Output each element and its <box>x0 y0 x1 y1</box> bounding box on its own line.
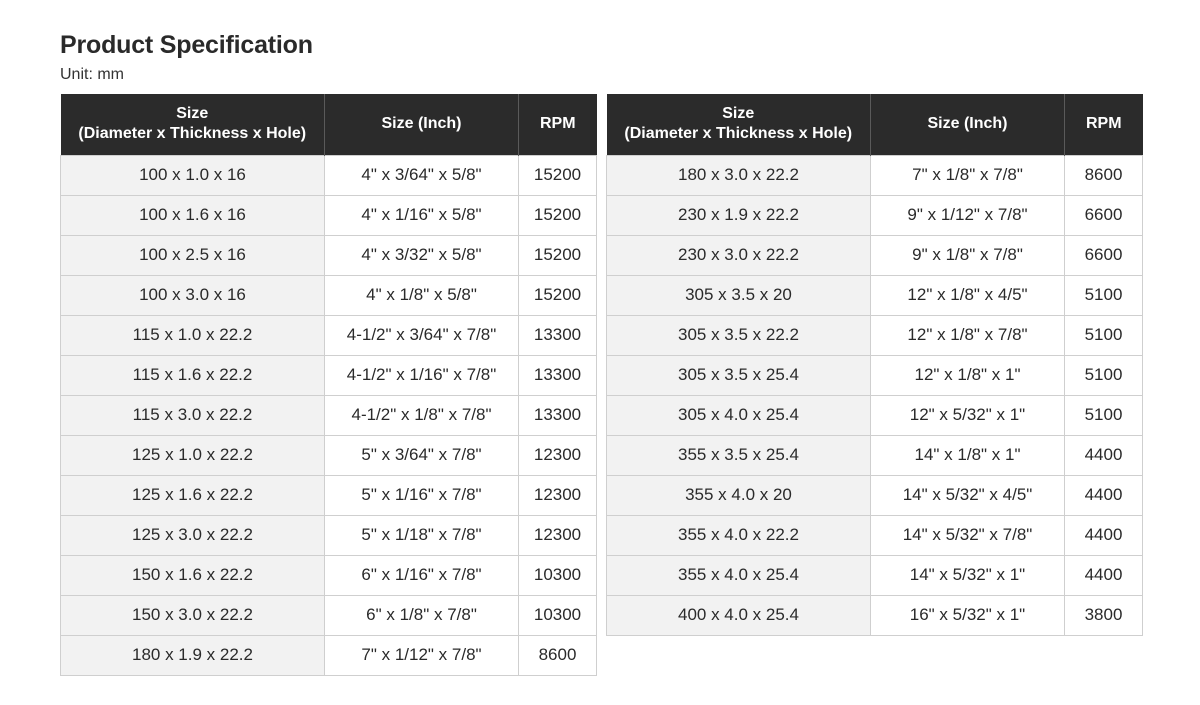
rpm-cell: 10300 <box>519 555 597 595</box>
table-row <box>61 275 597 315</box>
size-cell: 115 x 1.0 x 22.2 <box>61 315 325 355</box>
rpm-cell: 8600 <box>1065 155 1143 195</box>
inch-cell: 12" x 1/8" x 1" <box>871 355 1065 395</box>
inch-cell: 4" x 1/16" x 5/8" <box>325 195 519 235</box>
size-cell: 150 x 3.0 x 22.2 <box>61 595 325 635</box>
size-cell: 305 x 4.0 x 25.4 <box>607 395 871 435</box>
size-cell: 355 x 3.5 x 25.4 <box>607 435 871 475</box>
size-cell: 355 x 4.0 x 22.2 <box>607 515 871 555</box>
table-row <box>61 195 597 235</box>
inch-cell: 14" x 5/32" x 1" <box>871 555 1065 595</box>
table-row <box>607 355 1143 395</box>
table-row <box>61 315 597 355</box>
size-cell: 355 x 4.0 x 25.4 <box>607 555 871 595</box>
page-title: Product Specification <box>60 31 313 59</box>
table-row <box>61 395 597 435</box>
table-row <box>607 555 1143 595</box>
inch-cell: 6" x 1/16" x 7/8" <box>325 555 519 595</box>
table-row <box>61 435 597 475</box>
rpm-cell: 4400 <box>1065 435 1143 475</box>
spec-table-left-body <box>61 155 597 675</box>
rpm-cell: 4400 <box>1065 555 1143 595</box>
inch-cell: 14" x 1/8" x 1" <box>871 435 1065 475</box>
size-cell: 355 x 4.0 x 20 <box>607 475 871 515</box>
rpm-header: RPM <box>519 94 597 155</box>
size-cell: 100 x 1.0 x 16 <box>61 155 325 195</box>
inch-cell: 4-1/2" x 3/64" x 7/8" <box>325 315 519 355</box>
table-row <box>607 275 1143 315</box>
rpm-cell: 6600 <box>1065 195 1143 235</box>
size-cell: 305 x 3.5 x 20 <box>607 275 871 315</box>
spec-table-right-body <box>607 155 1143 635</box>
rpm-cell: 5100 <box>1065 275 1143 315</box>
size-cell: 100 x 2.5 x 16 <box>61 235 325 275</box>
size-cell: 125 x 1.6 x 22.2 <box>61 475 325 515</box>
rpm-cell: 12300 <box>519 475 597 515</box>
size-header <box>61 94 325 155</box>
size-header-line2: (Diameter x Thickness x Hole) <box>78 125 307 143</box>
size-cell: 400 x 4.0 x 25.4 <box>607 595 871 635</box>
table-row <box>607 435 1143 475</box>
inch-cell: 5" x 3/64" x 7/8" <box>325 435 519 475</box>
inch-cell: 4" x 3/64" x 5/8" <box>325 155 519 195</box>
rpm-cell: 5100 <box>1065 395 1143 435</box>
table-row <box>607 395 1143 435</box>
size-cell: 305 x 3.5 x 22.2 <box>607 315 871 355</box>
table-row <box>61 475 597 515</box>
header-row <box>61 94 597 155</box>
size-cell: 230 x 3.0 x 22.2 <box>607 235 871 275</box>
rpm-cell: 5100 <box>1065 355 1143 395</box>
rpm-cell: 10300 <box>519 595 597 635</box>
inch-cell: 14" x 5/32" x 4/5" <box>871 475 1065 515</box>
rpm-cell: 13300 <box>519 355 597 395</box>
size-header <box>607 94 871 155</box>
rpm-cell: 6600 <box>1065 235 1143 275</box>
inch-cell: 5" x 1/18" x 7/8" <box>325 515 519 555</box>
inch-cell: 4-1/2" x 1/8" x 7/8" <box>325 395 519 435</box>
table-row <box>61 555 597 595</box>
inch-cell: 6" x 1/8" x 7/8" <box>325 595 519 635</box>
size-cell: 180 x 1.9 x 22.2 <box>61 635 325 675</box>
table-row <box>61 355 597 395</box>
size-header-line1: Size <box>722 105 755 123</box>
inch-cell: 9" x 1/8" x 7/8" <box>871 235 1065 275</box>
inch-cell: 4-1/2" x 1/16" x 7/8" <box>325 355 519 395</box>
size-cell: 150 x 1.6 x 22.2 <box>61 555 325 595</box>
rpm-cell: 8600 <box>519 635 597 675</box>
table-row <box>607 315 1143 355</box>
rpm-cell: 5100 <box>1065 315 1143 355</box>
size-cell: 125 x 3.0 x 22.2 <box>61 515 325 555</box>
inch-cell: 9" x 1/12" x 7/8" <box>871 195 1065 235</box>
size-cell: 125 x 1.0 x 22.2 <box>61 435 325 475</box>
table-row <box>607 235 1143 275</box>
rpm-cell: 13300 <box>519 315 597 355</box>
size-cell: 305 x 3.5 x 25.4 <box>607 355 871 395</box>
size-cell: 180 x 3.0 x 22.2 <box>607 155 871 195</box>
inch-cell: 14" x 5/32" x 7/8" <box>871 515 1065 555</box>
table-row <box>607 155 1143 195</box>
rpm-cell: 3800 <box>1065 595 1143 635</box>
inch-cell: 16" x 5/32" x 1" <box>871 595 1065 635</box>
table-row <box>61 515 597 555</box>
rpm-cell: 15200 <box>519 275 597 315</box>
spec-table-right <box>606 94 1143 636</box>
inch-cell: 4" x 1/8" x 5/8" <box>325 275 519 315</box>
table-row <box>61 595 597 635</box>
rpm-cell: 13300 <box>519 395 597 435</box>
inch-cell: 12" x 5/32" x 1" <box>871 395 1065 435</box>
size-header-line2: (Diameter x Thickness x Hole) <box>624 125 853 143</box>
rpm-cell: 12300 <box>519 515 597 555</box>
rpm-header: RPM <box>1065 94 1143 155</box>
inch-cell: 12" x 1/8" x 7/8" <box>871 315 1065 355</box>
size-cell: 230 x 1.9 x 22.2 <box>607 195 871 235</box>
size-cell: 100 x 3.0 x 16 <box>61 275 325 315</box>
table-row <box>61 635 597 675</box>
header-row <box>607 94 1143 155</box>
inch-cell: 7" x 1/8" x 7/8" <box>871 155 1065 195</box>
rpm-cell: 15200 <box>519 235 597 275</box>
rpm-cell: 4400 <box>1065 475 1143 515</box>
rpm-cell: 15200 <box>519 155 597 195</box>
rpm-cell: 4400 <box>1065 515 1143 555</box>
size-cell: 115 x 1.6 x 22.2 <box>61 355 325 395</box>
inch-cell: 7" x 1/12" x 7/8" <box>325 635 519 675</box>
table-row <box>607 515 1143 555</box>
table-row <box>607 475 1143 515</box>
rpm-cell: 15200 <box>519 195 597 235</box>
size-cell: 100 x 1.6 x 16 <box>61 195 325 235</box>
table-row <box>607 595 1143 635</box>
table-row <box>61 155 597 195</box>
table-row <box>607 195 1143 235</box>
unit-label: Unit: mm <box>60 66 124 83</box>
inch-header: Size (Inch) <box>871 94 1065 155</box>
inch-cell: 4" x 3/32" x 5/8" <box>325 235 519 275</box>
inch-cell: 12" x 1/8" x 4/5" <box>871 275 1065 315</box>
spec-table-left <box>60 94 597 676</box>
table-row <box>61 235 597 275</box>
inch-cell: 5" x 1/16" x 7/8" <box>325 475 519 515</box>
inch-header: Size (Inch) <box>325 94 519 155</box>
size-header-line1: Size <box>176 105 209 123</box>
size-cell: 115 x 3.0 x 22.2 <box>61 395 325 435</box>
rpm-cell: 12300 <box>519 435 597 475</box>
